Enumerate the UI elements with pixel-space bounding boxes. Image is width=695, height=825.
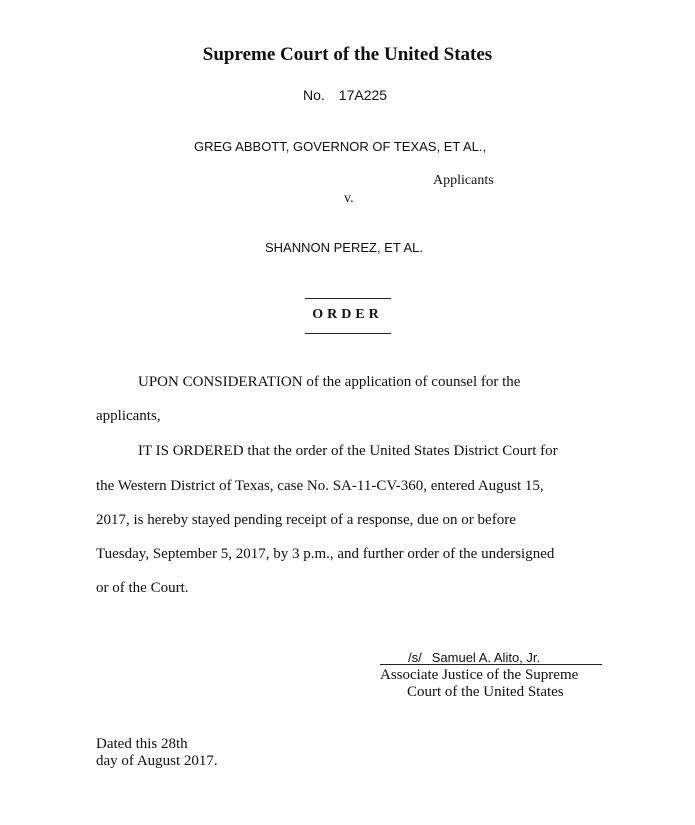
line-text: that the order of the United States District Court for (243, 443, 558, 459)
line-text: applicants, (96, 408, 161, 424)
dated-line2: day of August 2017. (96, 753, 218, 769)
respondent-party: SHANNON PEREZ, ET AL. (265, 240, 423, 255)
order-line (96, 408, 161, 425)
signature-mark: /s/ (408, 650, 422, 665)
caps-phrase: IT IS ORDERED (138, 443, 244, 459)
order-line (96, 478, 544, 495)
order-rule-top (305, 298, 391, 299)
order-line (96, 546, 554, 563)
signature-rule (380, 664, 602, 665)
docket-number (303, 87, 387, 103)
line-text: Tuesday, September 5, 2017, by 3 p.m., and further order of the undersigned (96, 546, 555, 562)
signer-name: Samuel A. Alito, Jr. (431, 650, 541, 665)
order-line (138, 374, 520, 391)
court-title: Supreme Court of the United States (202, 44, 493, 65)
line-text: or of the Court. (96, 580, 189, 596)
dated-line1: Dated this 28th (96, 736, 188, 752)
order-line (96, 580, 188, 597)
order-line (138, 443, 558, 460)
versus: v. (344, 191, 354, 206)
order-title: ORDER (312, 307, 383, 322)
order-rule-bottom (305, 333, 391, 334)
line-text: of the application of counsel for the (302, 374, 521, 390)
applicant-role: Applicants (433, 173, 494, 188)
order-line (96, 512, 516, 529)
signer-title-line1: Associate Justice of the Supreme (380, 667, 579, 683)
line-text: 2017, is hereby stayed pending receipt of a response, due on or before (96, 512, 516, 528)
applicant-party: GREG ABBOTT, GOVERNOR OF TEXAS, ET AL., (194, 139, 487, 154)
line-text: the Western District of Texas, case No. SA-11-CV-360, entered August 15, (96, 478, 544, 494)
signer-title-line2: Court of the United States (407, 684, 564, 700)
docket-value: 17A225 (338, 87, 388, 103)
caps-phrase: UPON CONSIDERATION (138, 374, 303, 390)
docket-label: No. (303, 87, 325, 103)
signature (408, 650, 540, 665)
